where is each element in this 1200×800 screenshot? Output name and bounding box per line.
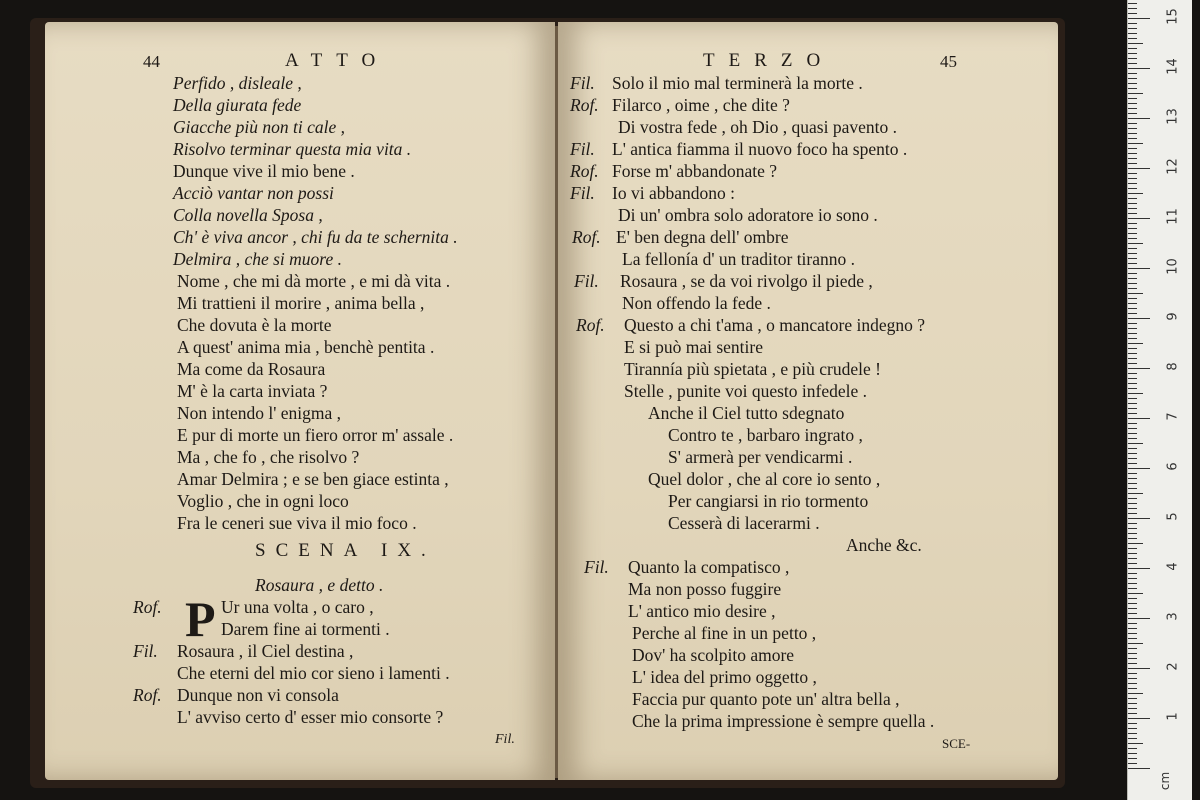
ruler-tick bbox=[1128, 43, 1143, 44]
ruler-number: 1 bbox=[1165, 712, 1181, 721]
ruler-tick bbox=[1128, 658, 1137, 659]
ruler-tick bbox=[1128, 438, 1137, 439]
ruler-tick bbox=[1128, 243, 1143, 244]
verse-line: Giacche più non ti cale , bbox=[173, 117, 346, 137]
ruler-tick bbox=[1128, 443, 1143, 444]
ruler-tick bbox=[1128, 313, 1137, 314]
verse-line: Delmira , che si muore . bbox=[173, 249, 342, 269]
ruler-tick bbox=[1128, 163, 1137, 164]
ruler-tick bbox=[1128, 578, 1137, 579]
ruler-tick bbox=[1128, 703, 1137, 704]
ruler-number: 6 bbox=[1165, 462, 1181, 471]
ruler-tick bbox=[1128, 683, 1137, 684]
ruler-tick bbox=[1128, 463, 1137, 464]
speaker-label: Rof. bbox=[133, 685, 162, 705]
dialogue-line: Solo il mio mal terminerà la morte . bbox=[612, 73, 863, 93]
verse-line: Ma come da Rosaura bbox=[177, 359, 326, 379]
dialogue-line: E si può mai sentire bbox=[624, 337, 764, 357]
ruler-number: 4 bbox=[1165, 562, 1181, 571]
ruler-tick bbox=[1128, 38, 1137, 39]
ruler-tick bbox=[1128, 693, 1143, 694]
dialogue-line: Dov' ha scolpito amore bbox=[632, 645, 795, 665]
ruler-number: 12 bbox=[1165, 158, 1181, 175]
ruler-tick bbox=[1128, 518, 1150, 519]
verse-line: Della giurata fede bbox=[173, 95, 302, 115]
ruler-tick bbox=[1128, 63, 1137, 64]
ruler-tick bbox=[1128, 273, 1137, 274]
speaker-label: Fil. bbox=[584, 557, 609, 577]
verse-line: Dunque vive il mio bene . bbox=[173, 161, 355, 181]
dialogue-line: E' ben degna dell' ombre bbox=[616, 227, 789, 247]
ruler-tick bbox=[1128, 203, 1137, 204]
ruler-tick bbox=[1128, 73, 1137, 74]
ruler-tick bbox=[1128, 253, 1137, 254]
ruler-number: 8 bbox=[1165, 362, 1181, 371]
ruler-tick bbox=[1128, 503, 1137, 504]
speaker-label: Rof. bbox=[576, 315, 605, 335]
dialogue-line: Che la prima impressione è sempre quella . bbox=[632, 711, 935, 731]
dialogue-line: Tirannía più spietata , e più crudele ! bbox=[624, 359, 881, 379]
ruler-tick bbox=[1128, 143, 1143, 144]
ruler-tick bbox=[1128, 343, 1143, 344]
ruler-tick bbox=[1128, 358, 1137, 359]
ruler-tick bbox=[1128, 468, 1150, 469]
speaker-label: Rof. bbox=[570, 95, 599, 115]
ruler-tick bbox=[1128, 258, 1137, 259]
left-running-head: ATTO bbox=[285, 50, 390, 71]
ruler-tick bbox=[1128, 653, 1137, 654]
ruler-tick bbox=[1128, 638, 1137, 639]
speaker-label: Rof. bbox=[133, 597, 162, 617]
verse-line: Amar Delmira ; e se ben giace estinta , bbox=[177, 469, 449, 489]
aria-line: Quel dolor , che al core io sento , bbox=[648, 469, 881, 489]
verse-line: Acciò vantar non possi bbox=[173, 183, 334, 203]
ruler-tick bbox=[1128, 428, 1137, 429]
right-running-head: TERZO bbox=[703, 50, 835, 71]
ruler-tick bbox=[1128, 498, 1137, 499]
ruler-tick bbox=[1128, 528, 1137, 529]
ruler-tick bbox=[1128, 493, 1143, 494]
ruler-number: 9 bbox=[1165, 312, 1181, 321]
ruler-tick bbox=[1128, 593, 1143, 594]
right-page-number: 45 bbox=[940, 52, 957, 71]
dialogue-line: Perche al fine in un petto , bbox=[632, 623, 817, 643]
scene-persons: Rosaura , e detto . bbox=[255, 575, 384, 595]
dialogue-line: Darem fine ai tormenti . bbox=[221, 619, 390, 639]
dialogue-line: Ur una volta , o caro , bbox=[221, 597, 374, 617]
ruler-tick bbox=[1128, 138, 1137, 139]
dialogue-line: L' antica fiamma il nuovo foco ha spento . bbox=[612, 139, 908, 159]
ruler-tick bbox=[1128, 478, 1137, 479]
ruler-tick bbox=[1128, 83, 1137, 84]
ruler-tick bbox=[1128, 678, 1137, 679]
ruler-tick bbox=[1128, 588, 1137, 589]
ruler-tick bbox=[1128, 58, 1137, 59]
ruler-tick bbox=[1128, 13, 1137, 14]
ruler-tick bbox=[1128, 373, 1137, 374]
ruler-tick bbox=[1128, 263, 1137, 264]
ruler-tick bbox=[1128, 663, 1137, 664]
ruler-tick bbox=[1128, 113, 1137, 114]
ruler-number: 3 bbox=[1165, 612, 1181, 621]
ruler-tick bbox=[1128, 508, 1137, 509]
ruler-tick bbox=[1128, 333, 1137, 334]
ruler-tick bbox=[1128, 188, 1137, 189]
ruler-tick bbox=[1128, 198, 1137, 199]
ruler-tick bbox=[1128, 538, 1137, 539]
dialogue-line: Faccia pur quanto pote un' altra bella , bbox=[632, 689, 900, 709]
ruler-tick bbox=[1128, 453, 1137, 454]
ruler-tick bbox=[1128, 238, 1137, 239]
drop-cap: P bbox=[185, 591, 216, 647]
ruler-tick bbox=[1128, 353, 1137, 354]
ruler-tick bbox=[1128, 148, 1137, 149]
ruler-tick bbox=[1128, 278, 1137, 279]
ruler-tick bbox=[1128, 283, 1137, 284]
ruler-tick bbox=[1128, 763, 1137, 764]
ruler-tick bbox=[1128, 218, 1150, 219]
ruler-tick bbox=[1128, 128, 1137, 129]
measuring-ruler bbox=[1127, 0, 1192, 800]
ruler-tick bbox=[1128, 308, 1137, 309]
ruler-tick bbox=[1128, 613, 1137, 614]
ruler-tick bbox=[1128, 173, 1137, 174]
ruler-tick bbox=[1128, 568, 1150, 569]
dialogue-line: Forse m' abbandonate ? bbox=[612, 161, 777, 181]
verse-line: Mi trattieni il morire , anima bella , bbox=[177, 293, 425, 313]
ruler-tick bbox=[1128, 718, 1150, 719]
ruler-tick bbox=[1128, 548, 1137, 549]
ruler-tick bbox=[1128, 768, 1150, 769]
ruler-tick bbox=[1128, 23, 1137, 24]
ruler-tick bbox=[1128, 298, 1137, 299]
aria-line: S' armerà per vendicarmi . bbox=[668, 447, 853, 467]
ruler-tick bbox=[1128, 723, 1137, 724]
ruler-tick bbox=[1128, 68, 1150, 69]
ruler-number: 5 bbox=[1165, 512, 1181, 521]
ruler-tick bbox=[1128, 673, 1137, 674]
dialogue-line: Non offendo la fede . bbox=[622, 293, 771, 313]
ruler-tick bbox=[1128, 433, 1137, 434]
ruler-tick bbox=[1128, 233, 1137, 234]
ruler-number: 11 bbox=[1165, 208, 1181, 225]
ruler-tick bbox=[1128, 368, 1150, 369]
ruler-tick bbox=[1128, 383, 1137, 384]
ruler-tick bbox=[1128, 513, 1137, 514]
ruler-tick bbox=[1128, 553, 1137, 554]
ruler-tick bbox=[1128, 93, 1143, 94]
scene-heading: SCENA IX. bbox=[255, 540, 436, 561]
ruler-tick bbox=[1128, 543, 1143, 544]
ruler-tick bbox=[1128, 558, 1137, 559]
ruler-tick bbox=[1128, 108, 1137, 109]
ruler-tick bbox=[1128, 208, 1137, 209]
ruler-tick bbox=[1128, 323, 1137, 324]
ruler-tick bbox=[1128, 3, 1137, 4]
verse-line: Fra le ceneri sue viva il mio foco . bbox=[177, 513, 417, 533]
ruler-tick bbox=[1128, 268, 1150, 269]
ruler-number: 13 bbox=[1165, 108, 1181, 125]
ruler-tick bbox=[1128, 348, 1137, 349]
ruler-tick bbox=[1128, 448, 1137, 449]
ruler-tick bbox=[1128, 483, 1137, 484]
ruler-tick bbox=[1128, 133, 1137, 134]
ruler-tick bbox=[1128, 643, 1143, 644]
left-page-number: 44 bbox=[143, 52, 160, 71]
speaker-label: Fil. bbox=[574, 271, 599, 291]
verse-line: Non intendo l' enigma , bbox=[177, 403, 342, 423]
dialogue-line: Ma non posso fuggire bbox=[628, 579, 782, 599]
ruler-tick bbox=[1128, 413, 1137, 414]
ruler-tick bbox=[1128, 8, 1137, 9]
ruler-tick bbox=[1128, 403, 1137, 404]
dialogue-line: Io vi abbandono : bbox=[612, 183, 735, 203]
ruler-tick bbox=[1128, 608, 1137, 609]
speaker-label: Fil. bbox=[570, 139, 595, 159]
ruler-tick bbox=[1128, 618, 1150, 619]
dialogue-line: L' idea del primo oggetto , bbox=[632, 667, 817, 687]
left-page bbox=[45, 22, 555, 780]
speaker-label: Rof. bbox=[572, 227, 601, 247]
ruler-tick bbox=[1128, 488, 1137, 489]
verse-line: Nome , che mi dà morte , e mi dà vita . bbox=[177, 271, 451, 291]
ruler-tick bbox=[1128, 153, 1137, 154]
aria-line: Contro te , barbaro ingrato , bbox=[668, 425, 863, 445]
ruler-tick bbox=[1128, 388, 1137, 389]
speaker-label: Fil. bbox=[570, 73, 595, 93]
ruler-tick bbox=[1128, 248, 1137, 249]
aria-line: Anche il Ciel tutto sdegnato bbox=[648, 403, 845, 423]
ruler-tick bbox=[1128, 318, 1150, 319]
ruler-tick bbox=[1128, 98, 1137, 99]
dialogue-line: La fellonía d' un traditor tiranno . bbox=[622, 249, 856, 269]
ruler-tick bbox=[1128, 563, 1137, 564]
ruler-tick bbox=[1128, 118, 1150, 119]
ruler-tick bbox=[1128, 473, 1137, 474]
verse-line: A quest' anima mia , benchè pentita . bbox=[177, 337, 435, 357]
verse-line: Voglio , che in ogni loco bbox=[177, 491, 349, 511]
dialogue-line: Filarco , oime , che dite ? bbox=[612, 95, 790, 115]
dialogue-line: Dunque non vi consola bbox=[177, 685, 339, 705]
ruler-tick bbox=[1128, 213, 1137, 214]
ruler-tick bbox=[1128, 183, 1137, 184]
ruler-tick bbox=[1128, 423, 1137, 424]
ruler-tick bbox=[1128, 418, 1150, 419]
ruler-tick bbox=[1128, 753, 1137, 754]
ruler-tick bbox=[1128, 688, 1137, 689]
ruler-tick bbox=[1128, 648, 1137, 649]
ruler-tick bbox=[1128, 573, 1137, 574]
verse-line: E pur di morte un fiero orror m' assale . bbox=[177, 425, 454, 445]
catchword: SCE- bbox=[942, 736, 971, 751]
ruler-tick bbox=[1128, 228, 1137, 229]
ruler-tick bbox=[1128, 633, 1137, 634]
ruler-number: 14 bbox=[1165, 58, 1181, 75]
aria-line: Cesserà di lacerarmi . bbox=[668, 513, 820, 533]
ruler-tick bbox=[1128, 18, 1150, 19]
speaker-label: Fil. bbox=[133, 641, 158, 661]
ruler-tick bbox=[1128, 728, 1137, 729]
right-page bbox=[558, 22, 1058, 780]
ruler-tick bbox=[1128, 158, 1137, 159]
speaker-label: Fil. bbox=[570, 183, 595, 203]
ruler-tick bbox=[1128, 738, 1137, 739]
ruler-tick bbox=[1128, 393, 1143, 394]
dialogue-line: Questo a chi t'ama , o mancatore indegno ? bbox=[624, 315, 926, 335]
ruler-tick bbox=[1128, 288, 1137, 289]
ruler-tick bbox=[1128, 178, 1137, 179]
ruler-tick bbox=[1128, 708, 1137, 709]
ruler-tick bbox=[1128, 123, 1137, 124]
verse-line: Colla novella Sposa , bbox=[173, 205, 323, 225]
ruler-tick bbox=[1128, 293, 1143, 294]
verse-line: Risolvo terminar questa mia vita . bbox=[173, 139, 412, 159]
ruler-tick bbox=[1128, 303, 1137, 304]
dialogue-line: Di un' ombra solo adoratore io sono . bbox=[618, 205, 878, 225]
ruler-tick bbox=[1128, 168, 1150, 169]
dialogue-line: Di vostra fede , oh Dio , quasi pavento . bbox=[618, 117, 897, 137]
ruler-tick bbox=[1128, 623, 1137, 624]
ruler-tick bbox=[1128, 523, 1137, 524]
ruler-tick bbox=[1128, 103, 1137, 104]
ruler-number: 7 bbox=[1165, 412, 1181, 421]
verse-line: Che dovuta è la morte bbox=[177, 315, 332, 335]
ruler-tick bbox=[1128, 713, 1137, 714]
ruler-tick bbox=[1128, 78, 1137, 79]
aria-line: Per cangiarsi in rio tormento bbox=[668, 491, 869, 511]
ruler-tick bbox=[1128, 378, 1137, 379]
ruler-number: 10 bbox=[1165, 258, 1181, 275]
ruler-tick bbox=[1128, 458, 1137, 459]
ruler-tick bbox=[1128, 733, 1137, 734]
ruler-tick bbox=[1128, 583, 1137, 584]
ruler-tick bbox=[1128, 398, 1137, 399]
ruler-tick bbox=[1128, 193, 1143, 194]
ruler-tick bbox=[1128, 53, 1137, 54]
ruler-tick bbox=[1128, 408, 1137, 409]
ruler-tick bbox=[1128, 698, 1137, 699]
verse-line: M' è la carta inviata ? bbox=[177, 381, 328, 401]
ruler-tick bbox=[1128, 33, 1137, 34]
verse-line: Ch' è viva ancor , chi fu da te schernita . bbox=[173, 227, 458, 247]
dialogue-line: L' avviso certo d' esser mio consorte ? bbox=[177, 707, 444, 727]
ruler-tick bbox=[1128, 48, 1137, 49]
ruler-unit: cm bbox=[1158, 771, 1173, 791]
aria-da-capo: Anche &c. bbox=[846, 535, 922, 555]
ruler-tick bbox=[1128, 748, 1137, 749]
verse-line: Perfido , disleale , bbox=[173, 73, 302, 93]
ruler-tick bbox=[1128, 628, 1137, 629]
dialogue-line: Quanto la compatisco , bbox=[628, 557, 790, 577]
dialogue-line: L' antico mio desire , bbox=[628, 601, 776, 621]
ruler-tick bbox=[1128, 28, 1137, 29]
ruler-tick bbox=[1128, 533, 1137, 534]
speaker-label: Rof. bbox=[570, 161, 599, 181]
ruler-tick bbox=[1128, 88, 1137, 89]
verse-line: Ma , che fo , che risolvo ? bbox=[177, 447, 360, 467]
ruler-tick bbox=[1128, 758, 1137, 759]
ruler-tick bbox=[1128, 338, 1137, 339]
catchword: Fil. bbox=[495, 732, 515, 747]
ruler-number: 2 bbox=[1165, 662, 1181, 671]
dialogue-line: Che eterni del mio cor sieno i lamenti . bbox=[177, 663, 450, 683]
dialogue-line: Rosaura , il Ciel destina , bbox=[177, 641, 354, 661]
ruler-tick bbox=[1128, 363, 1137, 364]
ruler-tick bbox=[1128, 743, 1143, 744]
ruler-tick bbox=[1128, 598, 1137, 599]
ruler-tick bbox=[1128, 668, 1150, 669]
ruler-number: 15 bbox=[1165, 8, 1181, 25]
ruler-tick bbox=[1128, 603, 1137, 604]
ruler-tick bbox=[1128, 328, 1137, 329]
dialogue-line: Stelle , punite voi questo infedele . bbox=[624, 381, 868, 401]
ruler-tick bbox=[1128, 223, 1137, 224]
dialogue-line: Rosaura , se da voi rivolgo il piede , bbox=[620, 271, 873, 291]
